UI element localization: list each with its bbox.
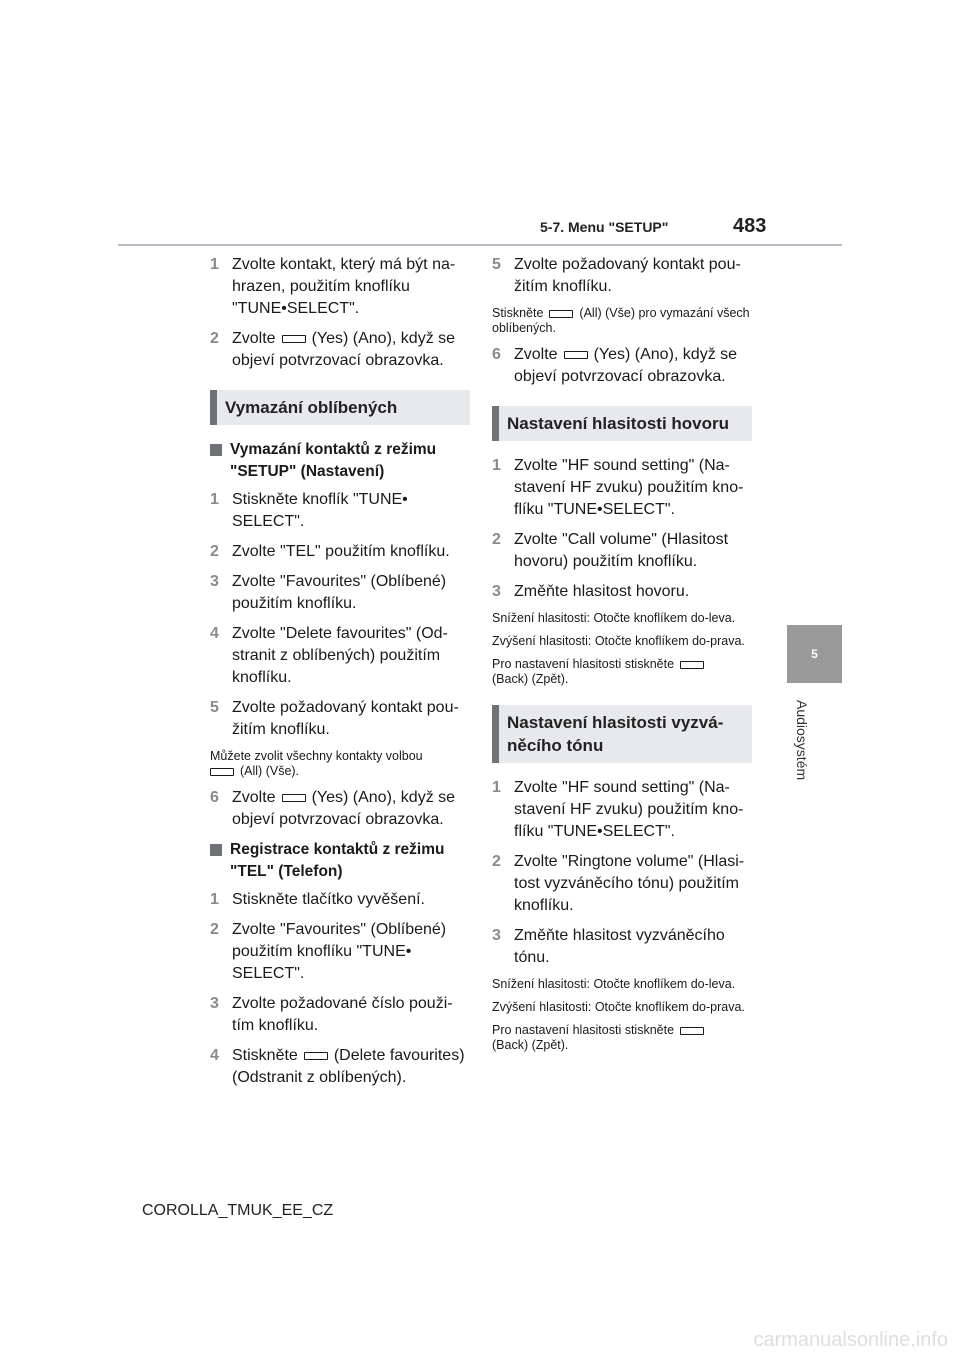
screen-button-icon (564, 351, 588, 359)
step-item: 2 Zvolte (Yes) (Ano), když se objeví potvrzovací obrazovka. (210, 330, 456, 369)
watermark: carmanualsonline.info (753, 1329, 948, 1351)
section-heading: Nastavení hlasitosti vyzvá-něcího tónu (492, 705, 752, 763)
header-divider (118, 244, 842, 246)
screen-button-icon (549, 310, 573, 318)
screen-button-icon (282, 335, 306, 343)
step-item: 3 Zvolte "Favourites" (Oblíbené) použitím knoflíku. (210, 573, 447, 612)
screen-button-icon (210, 768, 234, 776)
step-item: 2 Zvolte "Ringtone volume" (Hlasi-tost vyzváněcího tónu) použitím knoflíku. (492, 853, 745, 914)
subsection-title: Vymazání kontaktů z režimu "SETUP" (Nastavení) (210, 439, 470, 483)
screen-button-icon (304, 1052, 328, 1060)
right-column (492, 254, 752, 1061)
note-text: Pro nastavení hlasitosti stiskněte (Back) (Zpět). (492, 657, 752, 687)
step-item: 3 Změňte hlasitost vyzváněcího tónu. (492, 927, 725, 966)
section-label: 5-7. Menu "SETUP" (540, 219, 669, 235)
note-text: Snížení hlasitosti: Otočte knoflíkem do-leva. (492, 977, 736, 991)
page-number: 483 (733, 215, 767, 237)
step-item: 3 Zvolte požadované číslo použi-tím knoflíku. (210, 995, 453, 1034)
left-column (210, 254, 470, 1097)
note-text: Pro nastavení hlasitosti stiskněte (Back) (Zpět). (492, 1023, 752, 1053)
step-item: 1 Zvolte kontakt, který má být na-hrazen, použitím knoflíku "TUNE•SELECT". (210, 256, 456, 317)
step-item: 1 Zvolte "HF sound setting" (Na-stavení HF zvuku) použitím kno-flíku "TUNE•SELECT". (492, 457, 744, 518)
screen-button-icon (282, 794, 306, 802)
step-item: 5 Zvolte požadovaný kontakt pou-žitím knoflíku. (210, 699, 459, 738)
screen-button-icon (680, 1027, 704, 1035)
footer-model-code: COROLLA_TMUK_EE_CZ (142, 1202, 334, 1219)
note-text: Snížení hlasitosti: Otočte knoflíkem do-leva. (492, 611, 736, 625)
step-item: 5 Zvolte požadovaný kontakt pou-žitím knoflíku. (492, 256, 741, 295)
section-heading: Vymazání oblíbených (210, 390, 470, 425)
note-text: Můžete zvolit všechny kontakty volbou (All) (Vše). (210, 749, 423, 778)
step-item: 6 Zvolte (Yes) (Ano), když se objeví potvrzovací obrazovka. (492, 346, 738, 385)
subsection-title: Registrace kontaktů z režimu "TEL" (Telefon) (210, 839, 470, 883)
square-bullet-icon (210, 444, 222, 456)
step-item: 3 Změňte hlasitost hovoru. (492, 583, 690, 600)
step-item: 1 Zvolte "HF sound setting" (Na-stavení HF zvuku) použitím kno-flíku "TUNE•SELECT". (492, 779, 744, 840)
step-item: 6 Zvolte (Yes) (Ano), když se objeví potvrzovací obrazovka. (210, 789, 456, 828)
step-item: 1 Stiskněte knoflík "TUNE• SELECT". (210, 491, 408, 530)
chapter-title: Audiosystém (794, 700, 810, 781)
note-text: Stiskněte (All) (Vše) pro vymazání všech oblíbených. (492, 306, 750, 335)
chapter-tab: 5 (787, 625, 842, 683)
step-item: 2 Zvolte "Call volume" (Hlasitost hovoru) použitím knoflíku. (492, 531, 729, 570)
screen-button-icon (680, 661, 704, 669)
step-item: 2 Zvolte "Favourites" (Oblíbené) použitím knoflíku "TUNE• SELECT". (210, 921, 447, 982)
note-text: Zvýšení hlasitosti: Otočte knoflíkem do-prava. (492, 634, 745, 648)
step-item: 4 Zvolte "Delete favourites" (Od-stranit z oblíbených) použitím knoflíku. (210, 625, 448, 686)
step-item: 2 Zvolte "TEL" použitím knoflíku. (210, 543, 450, 560)
square-bullet-icon (210, 844, 222, 856)
step-item: 4 Stiskněte (Delete favourites) (Odstranit z oblíbených). (210, 1047, 465, 1086)
section-heading: Nastavení hlasitosti hovoru (492, 406, 752, 441)
step-item: 1 Stiskněte tlačítko vyvěšení. (210, 891, 425, 908)
note-text: Zvýšení hlasitosti: Otočte knoflíkem do-prava. (492, 1000, 745, 1014)
